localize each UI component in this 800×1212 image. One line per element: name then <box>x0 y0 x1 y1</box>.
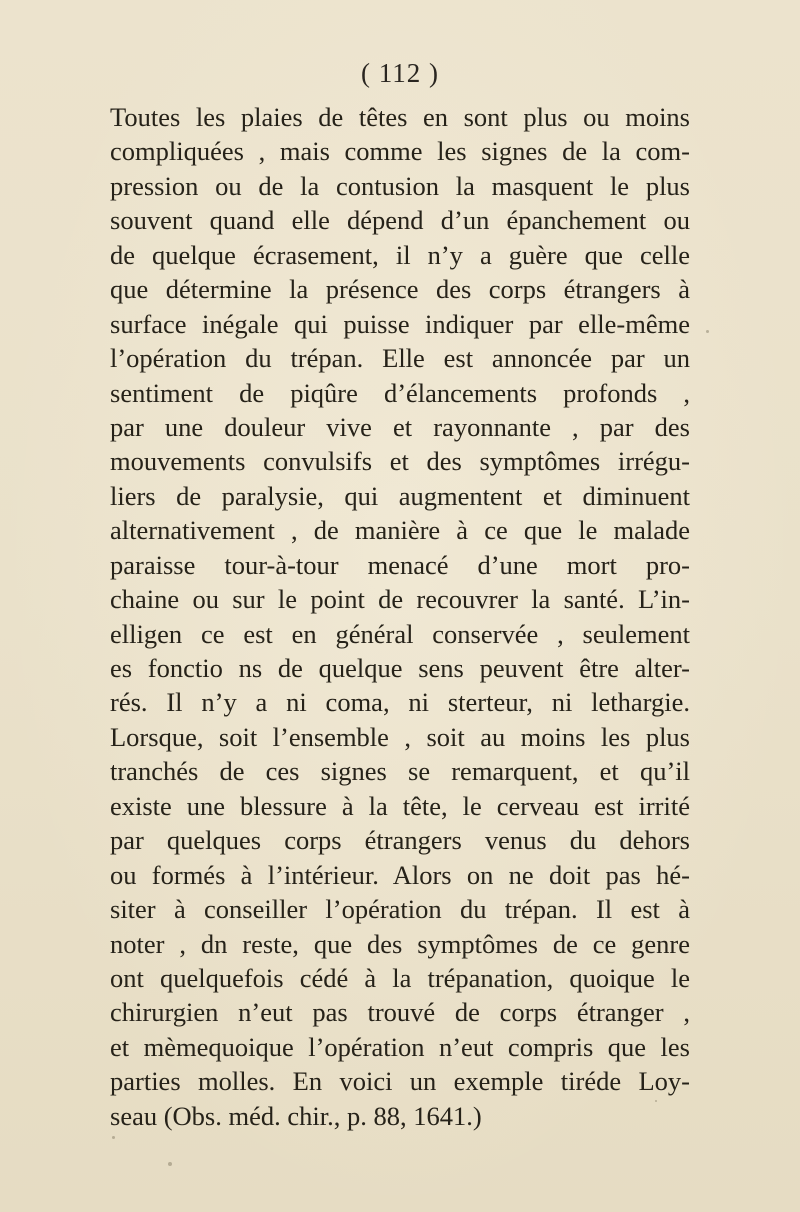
text-line: par une douleur vive et rayonnante , par des <box>110 411 690 442</box>
text-line: noter , dn reste, que des symptômes de ce genre <box>110 928 690 959</box>
paper-speck <box>655 1100 657 1102</box>
text-line: tranchés de ces signes se remarquent, et qu’il <box>110 756 690 787</box>
text-line: paraisse tour-à-tour menacé d’une mort pro- <box>110 549 690 580</box>
text-line: existe une blessure à la tête, le cerveau est irrité <box>110 790 690 821</box>
text-line: liers de paralysie, qui augmentent et diminuent <box>110 480 690 511</box>
text-line: surface inégale qui puisse indiquer par elle-même <box>110 308 690 339</box>
text-line: Lorsque, soit l’ensemble , soit au moins les plus <box>110 721 690 752</box>
text-line: elligen ce est en général conservée , seulement <box>110 618 690 649</box>
text-line: siter à conseiller l’opération du trépan. Il est à <box>110 894 690 925</box>
text-line: pression ou de la contusion la masquent le plus <box>110 170 690 201</box>
text-line: ou formés à l’intérieur. Alors on ne doit pas hé- <box>110 859 690 890</box>
paper-speck <box>168 1162 172 1166</box>
text-line: et mèmequoique l’opération n’eut compris que les <box>110 1031 690 1062</box>
text-line: parties molles. En voici un exemple tiréde Loy- <box>110 1066 690 1097</box>
text-line: chirurgien n’eut pas trouvé de corps étranger , <box>110 997 690 1028</box>
text-line: mouvements convulsifs et des symptômes irrégu- <box>110 446 690 477</box>
text-line: alternativement , de manière à ce que le malade <box>110 515 690 546</box>
text-line: sentiment de piqûre d’élancements profonds , <box>110 377 690 408</box>
text-line: ont quelquefois cédé à la trépanation, quoique le <box>110 962 690 993</box>
text-line: rés. Il n’y a ni coma, ni sterteur, ni lethargie. <box>110 687 690 718</box>
text-line: seau (Obs. méd. chir., p. 88, 1641.) <box>110 1100 482 1131</box>
text-line: compliquées , mais comme les signes de la com- <box>110 136 690 167</box>
text-line: par quelques corps étrangers venus du dehors <box>110 825 690 856</box>
body-text <box>110 100 690 1133</box>
text-line: Toutes les plaies de têtes en sont plus ou moins <box>110 102 690 132</box>
text-line: de quelque écrasement, il n’y a guère que celle <box>110 239 690 270</box>
text-line: es fonctio ns de quelque sens peuvent être alter- <box>110 653 690 683</box>
text-line: l’opération du trépan. Elle est annoncée par un <box>110 343 690 374</box>
page-number: ( 112 ) <box>361 58 439 88</box>
paper-speck <box>112 1136 115 1139</box>
text-line: souvent quand elle dépend d’un épanchement ou <box>110 205 690 236</box>
text-line: que détermine la présence des corps étrangers à <box>110 274 690 305</box>
text-line: chaine ou sur le point de recouvrer la santé. L’in- <box>110 584 690 615</box>
paper-speck <box>706 330 709 333</box>
